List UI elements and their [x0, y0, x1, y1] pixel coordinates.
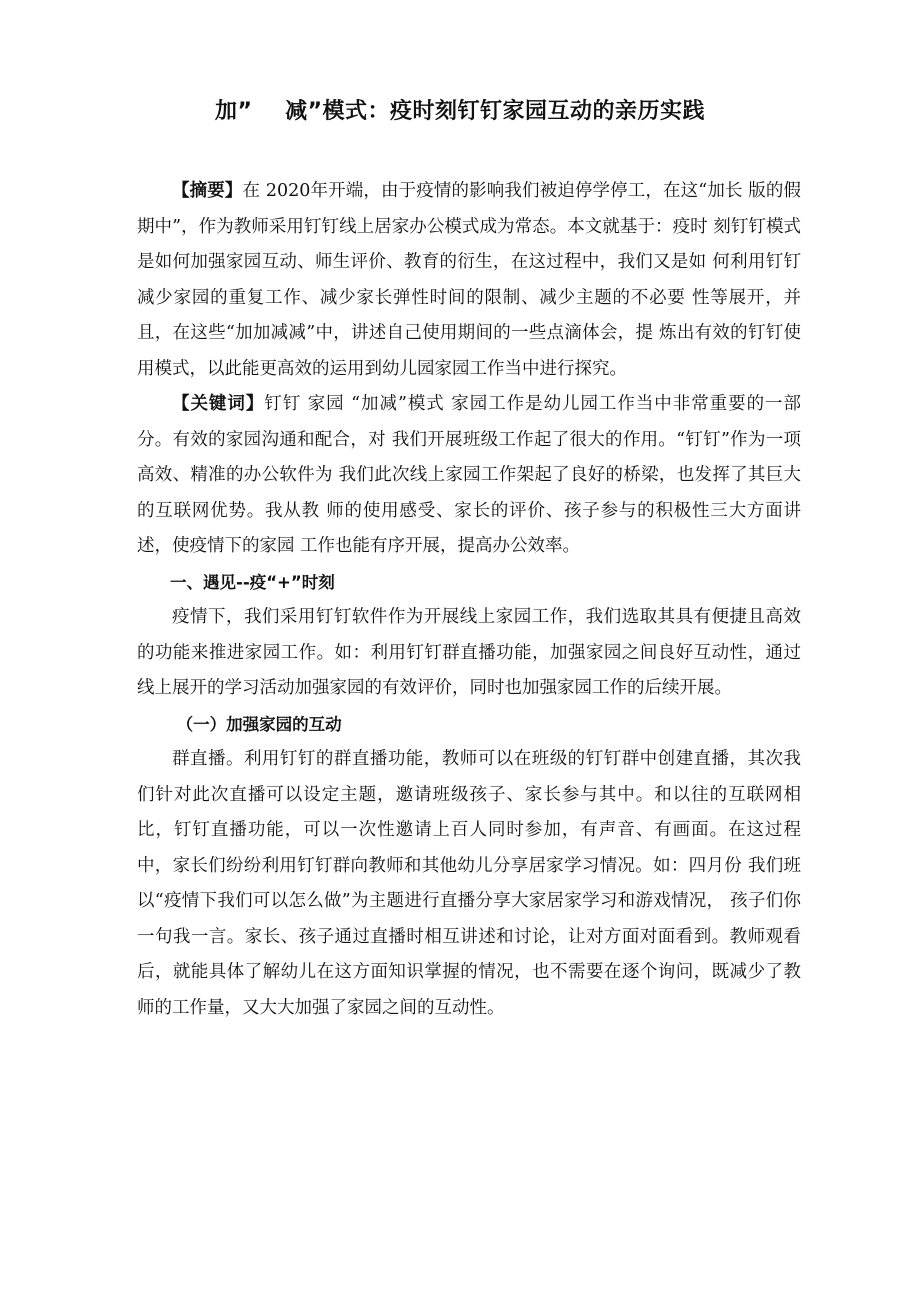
document-title: 加” 减”模式：疫时刻钉钉家园互动的亲历实践 — [214, 99, 706, 124]
subsection-paragraph: 群直播。利用钉钉的群直播功能，教师可以在班级的钉钉群中创建直播，其次我们针对此次直播可以设定主题，邀请班级孩子、家长参与其中。和以往的互联网相比，钉钉直播功能，可以一次性邀请上百人同时参加，有声音、有画面。在这过程中，家长们纷纷利用钉钉群向教师和其他幼儿分享居家学习情况。如：四月份 我们班以“疫情下我们可以怎么做”为主题进行直播分享大家居家学习和游戏情况， 孩子们你一句我一言。家长、孩子通过直播时相互讲述和讨论，让对方面对面看到。教师观看后，就能具体了解幼儿在这方面知识掌握的情况，也不需要在逐个询问，既减少了教师的工作量，又大大加强了家园之间的互动性。 — [137, 749, 801, 1018]
section-heading: 一、遇见--疫“+”时刻 — [170, 572, 335, 592]
keywords-text: 钉钉 家园 “加减”模式 家园工作是幼儿园工作当中非常重要的一部分。有效的家园沟通和配合，对 我们开展班级工作起了很大的作用。“钉钉”作为一项高效、精准的办公软件为 我们此次线上家园工作架起了良好的桥梁，也发挥了其巨大的互联网优势。我从教 师的使用感受、家长的评价、孩子参与的积极性三大方面讲述，使疫情下的家园 工作也能有序开展，提高办公效率。 — [137, 394, 801, 556]
abstract-label: 【摘要】 — [172, 181, 243, 201]
keywords-label: 【关键词】 — [172, 394, 265, 414]
keywords-paragraph — [137, 387, 801, 565]
abstract-text: 在 2020年开端，由于疫情的影响我们被迫停学停工，在这“加长 版的假期中”，作为教师采用钉钉线上居家办公模式成为常态。本文就基于：疫时 刻钉钉模式是如何加强家园互动、师生评价、教育的衍生，在这过程中，我们又是如 何利用钉钉减少家园的重复工作、减少家长弹性时间的限制、减少主题的不必要 性等展开，并且，在这些“加加减减”中，讲述自己使用期间的一些点滴体会，提 炼出有效的钉钉使用模式，以此能更高效的运用到幼儿园家园工作当中进行探究。 — [137, 181, 802, 379]
section-paragraph: 疫情下，我们采用钉钉软件作为开展线上家园工作，我们选取其具有便捷且高效的功能来推进家园工作。如：利用钉钉群直播功能，加强家园之间良好互动性，通过线上展开的学习活动加强家园的有效评价，同时也加强家园工作的后续开展。 — [137, 607, 801, 698]
document-body — [137, 174, 801, 1026]
abstract-paragraph — [137, 174, 801, 387]
subsection-heading: （一）加强家园的互动 — [176, 714, 342, 734]
